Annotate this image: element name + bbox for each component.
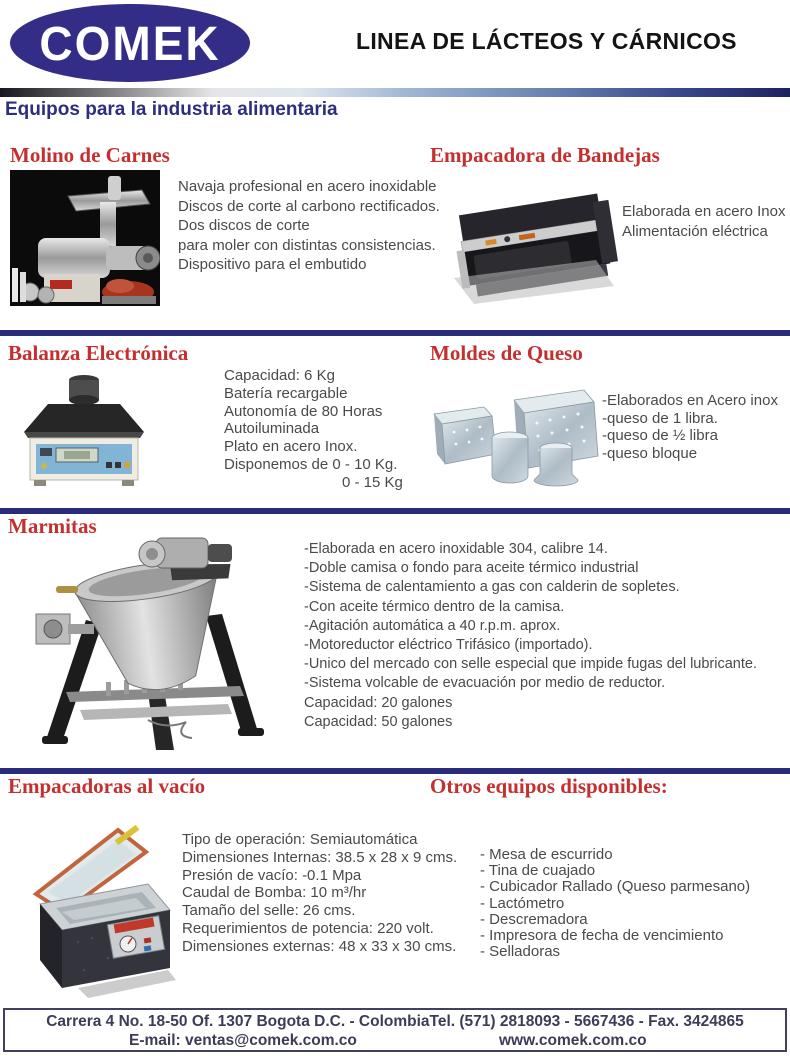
otros-item: - Lactómetro <box>480 894 565 912</box>
marmitas-line: -Motoreductor eléctrico Trifásico (importado). <box>304 637 593 654</box>
section-divider-2 <box>0 508 790 514</box>
otros-item: - Selladoras <box>480 943 561 961</box>
molino-line: Dispositivo para el embutido <box>178 256 367 273</box>
marmitas-line: -Doble camisa o fondo para aceite térmico industrial <box>304 560 639 577</box>
marmitas-line: -Con aceite térmico dentro de la camisa. <box>304 598 565 615</box>
otros-item: - Mesa de escurrido <box>480 846 613 863</box>
otros-item: - Cubicador Rallado (Queso parmesano) <box>480 878 751 896</box>
footer-email: E-mail: ventas@comek.com.co <box>129 1032 357 1049</box>
marmitas-line: -Agitación automática a 40 r.p.m. aprox. <box>304 617 561 634</box>
marmitas-description <box>304 540 757 732</box>
kettle-image <box>28 524 273 756</box>
marmitas-line: -Unico del mercado con selle especial que impide fugas del lubricante. <box>304 656 757 673</box>
bandejas-line: Alimentación eléctrica <box>622 222 768 240</box>
otros-item: - Tina de cuajado <box>480 862 596 880</box>
otros-item: - Descremadora <box>480 910 588 928</box>
comek-logo-text: COMEK <box>39 15 221 71</box>
footer <box>3 1008 787 1052</box>
moldes-description <box>602 392 778 462</box>
section-title-vacio: Empacadoras al vacío <box>8 774 206 798</box>
molino-line: Dos discos de corte <box>178 217 310 234</box>
section-title-molino: Molino de Carnes <box>10 143 170 167</box>
section-title-marmitas: Marmitas <box>8 514 97 538</box>
vacio-line: Requerimientos de potencia: 220 volt. <box>182 919 434 937</box>
comek-logo <box>10 4 250 82</box>
balanza-description <box>224 367 403 492</box>
section-title-bandejas: Empacadora de Bandejas <box>430 143 660 167</box>
section-divider-1 <box>0 330 790 336</box>
bandejas-description <box>622 202 785 241</box>
cheese-molds-image <box>422 368 602 490</box>
bandejas-line: Elaborada en acero Inox <box>622 203 786 220</box>
vacuum-packer-image <box>18 812 183 1004</box>
marmitas-line: -Sistema de calentamiento a gas con calderin de sopletes. <box>304 579 680 596</box>
balanza-line: Plato en acero Inox. <box>224 438 358 456</box>
balanza-line: Autonomía de 80 Horas <box>224 402 383 420</box>
vacio-description <box>182 831 457 956</box>
header-gradient-divider <box>0 88 790 97</box>
balanza-line: 0 - 15 Kg <box>342 473 403 491</box>
meat-grinder-image <box>10 170 160 306</box>
marmitas-line: Capacidad: 20 galones <box>304 694 453 711</box>
moldes-line: -queso de ½ libra <box>602 427 718 444</box>
balanza-line: Capacidad: 6 Kg <box>224 367 335 384</box>
vacio-line: Dimensiones externas: 48 x 33 x 30 cms. <box>182 937 457 955</box>
otros-list <box>480 847 750 960</box>
marmitas-line: -Elaborada en acero inoxidable 304, calibre 14. <box>304 541 608 557</box>
balanza-line: Autoiluminada <box>224 420 320 438</box>
electronic-scale-image <box>18 368 150 490</box>
footer-address: Carrera 4 No. 18-50 Of. 1307 Bogota D.C. - ColombiaTel. (571) 2818093 - 5667436 - Fax. 3424865 <box>46 1013 744 1030</box>
vacio-line: Presión de vacío: -0.1 Mpa <box>182 866 362 884</box>
vacio-line: Dimensiones Internas: 38.5 x 28 x 9 cms. <box>182 848 458 866</box>
moldes-line: -queso de 1 libra. <box>602 409 718 427</box>
molino-line: Navaja profesional en acero inoxidable <box>178 178 437 195</box>
vacio-line: Tamaño del selle: 26 cms. <box>182 902 356 920</box>
balanza-line: Disponemos de 0 - 10 Kg. <box>224 455 398 473</box>
marmitas-line: Capacidad: 50 galones <box>304 713 453 730</box>
section-title-moldes: Moldes de Queso <box>430 341 583 365</box>
page-subtitle: Equipos para la industria alimentaria <box>5 99 338 120</box>
vacio-line: Caudal de Bomba: 10 m³/hr <box>182 884 367 902</box>
molino-line: Discos de corte al carbono rectificados. <box>178 197 440 215</box>
footer-contacts <box>5 1031 785 1051</box>
footer-website: www.comek.com.co <box>499 1032 647 1049</box>
moldes-line: -queso bloque <box>602 444 698 462</box>
page-title: LINEA DE LÁCTEOS Y CÁRNICOS <box>356 28 737 54</box>
molino-description <box>178 177 440 275</box>
marmitas-line: -Sistema volcable de evacuación por medio de reductor. <box>304 675 666 692</box>
section-title-balanza: Balanza Electrónica <box>8 341 189 365</box>
molino-line: para moler con distintas consistencias. <box>178 236 436 254</box>
otros-item: - Impresora de fecha de vencimiento <box>480 927 724 945</box>
vacio-line: Tipo de operación: Semiautomática <box>182 831 418 848</box>
balanza-line: Batería recargable <box>224 384 348 402</box>
tray-packer-image <box>446 182 621 310</box>
moldes-line: -Elaborados en Acero inox <box>602 392 778 409</box>
section-title-otros: Otros equipos disponibles: <box>430 774 668 798</box>
